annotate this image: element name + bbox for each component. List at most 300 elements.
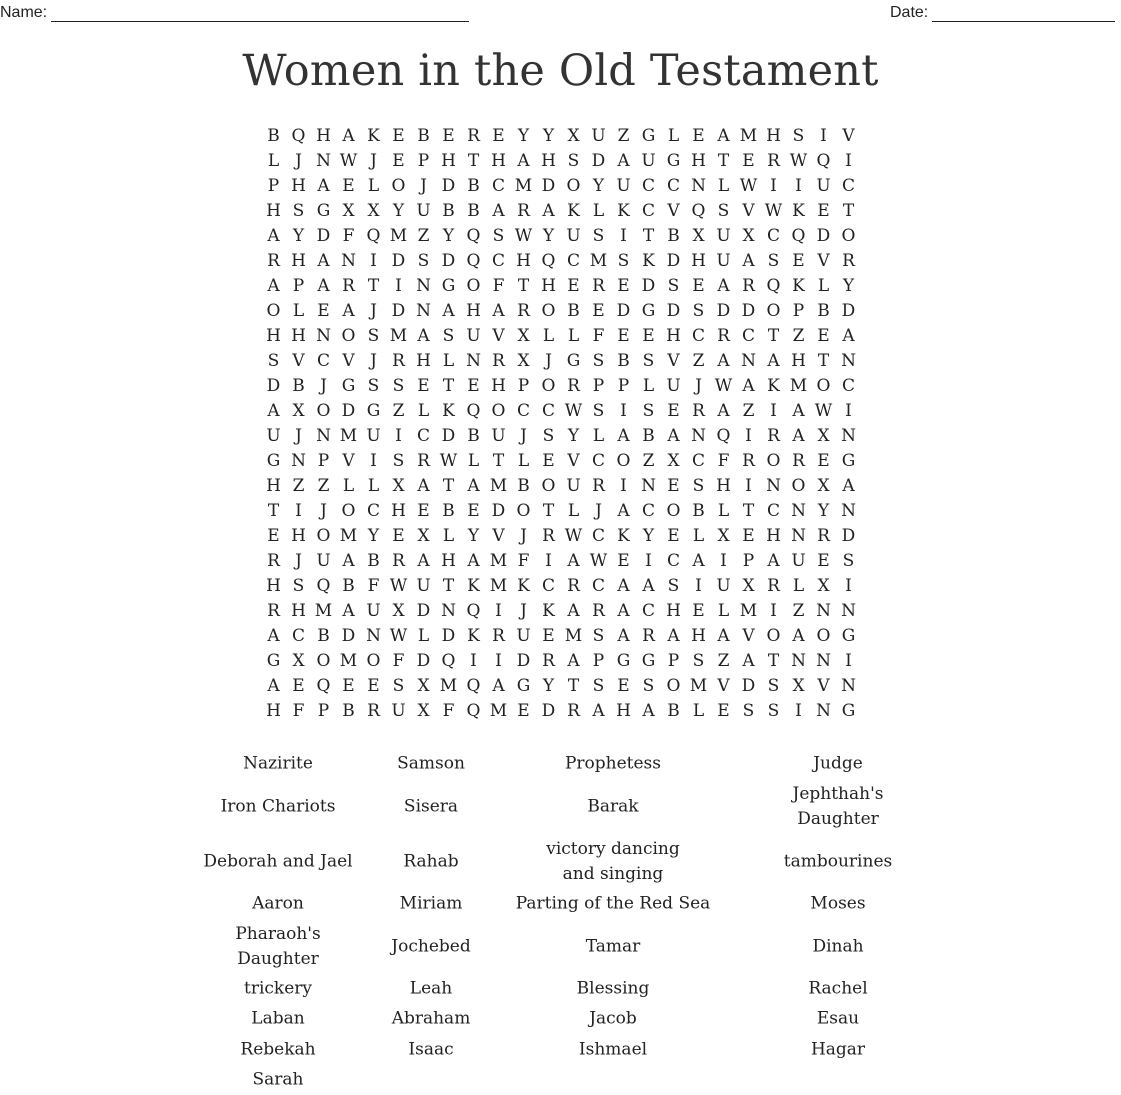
grid-letter: Z bbox=[617, 126, 630, 146]
grid-letter: D bbox=[541, 176, 556, 196]
grid-letter: D bbox=[741, 301, 756, 321]
grid-letter: P bbox=[617, 376, 630, 396]
grid-letter: Q bbox=[466, 226, 481, 246]
grid-letter: L bbox=[292, 301, 305, 321]
grid-letter: C bbox=[841, 176, 855, 196]
grid-letter: A bbox=[517, 151, 530, 171]
grid-letter: T bbox=[767, 326, 780, 346]
grid-letter: I bbox=[845, 401, 852, 421]
grid-letter: N bbox=[691, 176, 706, 196]
word-list-item: Jacob bbox=[589, 1008, 637, 1029]
grid-letter: M bbox=[739, 126, 758, 146]
grid-letter: T bbox=[642, 226, 655, 246]
word-list-item: tambourines bbox=[783, 851, 893, 872]
grid-letter: L bbox=[817, 276, 830, 296]
grid-letter: N bbox=[466, 351, 481, 371]
grid-letter: L bbox=[267, 151, 280, 171]
grid-letter: M bbox=[489, 576, 508, 596]
grid-letter: S bbox=[642, 351, 655, 371]
grid-letter: L bbox=[467, 451, 480, 471]
grid-letter: A bbox=[617, 151, 630, 171]
grid-letter: R bbox=[567, 576, 580, 596]
grid-letter: M bbox=[389, 326, 408, 346]
grid-letter: X bbox=[417, 676, 430, 696]
grid-letter: E bbox=[692, 126, 705, 146]
grid-letter: U bbox=[566, 476, 581, 496]
grid-letter: K bbox=[617, 526, 630, 546]
grid-letter: U bbox=[266, 426, 281, 446]
grid-letter: B bbox=[467, 426, 480, 446]
grid-letter: A bbox=[692, 551, 705, 571]
grid-letter: R bbox=[742, 276, 755, 296]
grid-letter: E bbox=[342, 676, 355, 696]
grid-letter: D bbox=[641, 276, 656, 296]
grid-letter: A bbox=[542, 201, 555, 221]
grid-letter: N bbox=[841, 426, 856, 446]
grid-letter: I bbox=[620, 226, 627, 246]
grid-letter: A bbox=[317, 176, 330, 196]
grid-letter: A bbox=[617, 501, 630, 521]
grid-letter: H bbox=[691, 251, 706, 271]
grid-letter: A bbox=[342, 551, 355, 571]
word-list-item: Deborah and Jael bbox=[203, 851, 353, 872]
grid-letter: J bbox=[370, 351, 377, 371]
grid-letter: E bbox=[817, 551, 830, 571]
grid-letter: W bbox=[389, 626, 408, 646]
grid-letter: Q bbox=[466, 401, 481, 421]
grid-letter: Y bbox=[542, 126, 555, 146]
grid-letter: M bbox=[489, 476, 508, 496]
page-title: Women in the Old Testament bbox=[242, 46, 879, 96]
grid-letter: C bbox=[541, 401, 555, 421]
grid-letter: E bbox=[392, 126, 405, 146]
grid-letter: N bbox=[841, 601, 856, 621]
grid-letter: A bbox=[442, 301, 455, 321]
grid-letter: W bbox=[714, 376, 733, 396]
grid-letter: N bbox=[341, 251, 356, 271]
grid-letter: Z bbox=[292, 476, 305, 496]
grid-letter: H bbox=[291, 176, 306, 196]
grid-letter: D bbox=[841, 526, 856, 546]
name-label: Name: bbox=[0, 4, 48, 21]
grid-letter: J bbox=[420, 176, 427, 196]
grid-letter: B bbox=[367, 551, 380, 571]
grid-letter: T bbox=[842, 201, 855, 221]
grid-letter: X bbox=[417, 526, 430, 546]
grid-letter: A bbox=[742, 376, 755, 396]
grid-letter: I bbox=[620, 476, 627, 496]
grid-letter: S bbox=[742, 701, 755, 721]
grid-letter: U bbox=[716, 226, 731, 246]
grid-letter: J bbox=[695, 376, 702, 396]
grid-letter: S bbox=[592, 626, 605, 646]
grid-letter: O bbox=[391, 176, 406, 196]
grid-letter: Z bbox=[392, 401, 405, 421]
grid-letter: Z bbox=[742, 401, 755, 421]
grid-letter: O bbox=[341, 326, 356, 346]
grid-letter: H bbox=[266, 326, 281, 346]
grid-letter: E bbox=[667, 476, 680, 496]
grid-letter: Q bbox=[791, 226, 806, 246]
grid-letter: D bbox=[391, 301, 406, 321]
grid-letter: W bbox=[439, 451, 458, 471]
grid-letter: M bbox=[489, 551, 508, 571]
grid-letter: A bbox=[267, 676, 280, 696]
grid-letter: S bbox=[592, 351, 605, 371]
grid-letter: E bbox=[642, 326, 655, 346]
grid-letter: I bbox=[770, 601, 777, 621]
grid-letter: T bbox=[492, 451, 505, 471]
grid-letter: X bbox=[792, 676, 805, 696]
grid-letter: A bbox=[617, 601, 630, 621]
grid-letter: E bbox=[467, 501, 480, 521]
grid-letter: A bbox=[642, 701, 655, 721]
grid-letter: C bbox=[416, 426, 430, 446]
grid-letter: R bbox=[367, 701, 380, 721]
grid-letter: R bbox=[267, 601, 280, 621]
grid-letter: E bbox=[542, 626, 555, 646]
grid-letter: A bbox=[642, 576, 655, 596]
grid-letter: L bbox=[792, 576, 805, 596]
grid-letter: A bbox=[492, 301, 505, 321]
grid-letter: V bbox=[342, 451, 355, 471]
grid-letter: I bbox=[845, 651, 852, 671]
grid-letter: I bbox=[545, 551, 552, 571]
grid-letter: E bbox=[617, 276, 630, 296]
grid-letter: S bbox=[367, 326, 380, 346]
grid-letter: O bbox=[541, 376, 556, 396]
grid-letter: E bbox=[417, 501, 430, 521]
grid-letter: C bbox=[591, 576, 605, 596]
grid-letter: J bbox=[370, 301, 377, 321]
grid-letter: C bbox=[666, 176, 680, 196]
grid-letter: U bbox=[641, 151, 656, 171]
grid-letter: Q bbox=[716, 426, 731, 446]
grid-letter: D bbox=[591, 151, 606, 171]
grid-letter: Q bbox=[691, 201, 706, 221]
grid-letter: U bbox=[416, 576, 431, 596]
grid-letter: A bbox=[317, 276, 330, 296]
grid-letter: S bbox=[667, 576, 680, 596]
grid-letter: X bbox=[367, 201, 380, 221]
grid-letter: N bbox=[316, 326, 331, 346]
word-list-item: Laban bbox=[251, 1008, 305, 1029]
grid-letter: R bbox=[342, 276, 355, 296]
word-list-item: Prophetess bbox=[564, 753, 662, 774]
grid-letter: B bbox=[342, 576, 355, 596]
grid-letter: O bbox=[491, 401, 506, 421]
grid-letter: S bbox=[367, 376, 380, 396]
grid-letter: H bbox=[791, 351, 806, 371]
grid-letter: T bbox=[717, 151, 730, 171]
word-list-item: Pharaoh's Daughter bbox=[235, 924, 321, 969]
grid-letter: T bbox=[267, 501, 280, 521]
grid-letter: N bbox=[416, 301, 431, 321]
grid-letter: C bbox=[766, 501, 780, 521]
grid-letter: M bbox=[339, 426, 358, 446]
grid-letter: A bbox=[467, 476, 480, 496]
grid-letter: N bbox=[741, 351, 756, 371]
grid-letter: V bbox=[567, 451, 580, 471]
grid-letter: D bbox=[266, 376, 281, 396]
grid-letter: M bbox=[514, 176, 533, 196]
grid-letter: L bbox=[417, 401, 430, 421]
grid-letter: T bbox=[442, 576, 455, 596]
grid-letter: G bbox=[841, 626, 856, 646]
grid-letter: F bbox=[342, 226, 355, 246]
grid-letter: O bbox=[541, 476, 556, 496]
word-list-item: Isaac bbox=[408, 1039, 454, 1060]
grid-letter: S bbox=[767, 676, 780, 696]
grid-letter: B bbox=[692, 501, 705, 521]
grid-letter: V bbox=[742, 626, 755, 646]
grid-letter: E bbox=[817, 326, 830, 346]
grid-letter: A bbox=[717, 626, 730, 646]
grid-letter: C bbox=[541, 576, 555, 596]
grid-letter: I bbox=[645, 551, 652, 571]
word-list-item: Rachel bbox=[808, 978, 868, 999]
grid-letter: J bbox=[520, 526, 527, 546]
grid-letter: D bbox=[816, 226, 831, 246]
word-list-item: Rahab bbox=[403, 851, 459, 872]
grid-letter: A bbox=[717, 351, 730, 371]
grid-letter: O bbox=[541, 301, 556, 321]
grid-letter: O bbox=[816, 626, 831, 646]
grid-letter: A bbox=[767, 551, 780, 571]
grid-letter: S bbox=[692, 301, 705, 321]
grid-letter: H bbox=[291, 526, 306, 546]
grid-letter: C bbox=[566, 251, 580, 271]
grid-letter: E bbox=[392, 526, 405, 546]
grid-letter: O bbox=[366, 651, 381, 671]
word-list-item: Dinah bbox=[812, 936, 864, 957]
grid-letter: B bbox=[467, 201, 480, 221]
grid-letter: E bbox=[542, 451, 555, 471]
grid-letter: S bbox=[617, 251, 630, 271]
grid-letter: N bbox=[841, 351, 856, 371]
word-list-item: trickery bbox=[243, 978, 313, 999]
grid-letter: S bbox=[717, 201, 730, 221]
grid-letter: D bbox=[541, 701, 556, 721]
grid-letter: I bbox=[370, 451, 377, 471]
grid-letter: Q bbox=[466, 601, 481, 621]
grid-letter: Z bbox=[792, 326, 805, 346]
grid-letter: K bbox=[467, 576, 480, 596]
grid-letter: R bbox=[817, 526, 830, 546]
word-list-item: Esau bbox=[816, 1008, 860, 1029]
grid-letter: F bbox=[517, 551, 530, 571]
word-list-item: Iron Chariots bbox=[220, 796, 336, 817]
word-list-item: Leah bbox=[409, 978, 453, 999]
grid-letter: H bbox=[291, 326, 306, 346]
grid-letter: W bbox=[589, 551, 608, 571]
grid-letter: L bbox=[417, 626, 430, 646]
grid-letter: I bbox=[495, 651, 502, 671]
grid-letter: R bbox=[592, 276, 605, 296]
grid-letter: Y bbox=[467, 526, 480, 546]
grid-letter: A bbox=[717, 276, 730, 296]
grid-letter: B bbox=[342, 701, 355, 721]
grid-letter: X bbox=[817, 576, 830, 596]
grid-letter: H bbox=[416, 351, 431, 371]
grid-letter: R bbox=[267, 551, 280, 571]
grid-letter: Y bbox=[842, 276, 855, 296]
grid-letter: S bbox=[642, 676, 655, 696]
grid-letter: S bbox=[567, 151, 580, 171]
grid-letter: R bbox=[492, 626, 505, 646]
grid-letter: I bbox=[395, 426, 402, 446]
grid-letter: G bbox=[841, 451, 856, 471]
grid-letter: M bbox=[339, 526, 358, 546]
grid-letter: N bbox=[791, 651, 806, 671]
grid-letter: C bbox=[841, 376, 855, 396]
grid-letter: D bbox=[391, 251, 406, 271]
grid-letter: A bbox=[417, 476, 430, 496]
grid-letter: J bbox=[520, 426, 527, 446]
grid-letter: C bbox=[591, 451, 605, 471]
grid-letter: C bbox=[491, 176, 505, 196]
grid-letter: J bbox=[320, 376, 327, 396]
grid-letter: I bbox=[695, 576, 702, 596]
grid-letter: S bbox=[767, 701, 780, 721]
grid-letter: A bbox=[842, 476, 855, 496]
grid-letter: R bbox=[392, 351, 405, 371]
word-list-item: Moses bbox=[810, 893, 866, 914]
grid-letter: O bbox=[316, 526, 331, 546]
grid-letter: V bbox=[342, 351, 355, 371]
grid-letter: K bbox=[642, 251, 655, 271]
word-list-item: Parting of the Red Sea bbox=[515, 893, 711, 914]
grid-letter: S bbox=[642, 401, 655, 421]
grid-letter: H bbox=[391, 501, 406, 521]
grid-letter: H bbox=[291, 601, 306, 621]
grid-letter: O bbox=[841, 226, 856, 246]
grid-letter: F bbox=[592, 326, 605, 346]
grid-letter: T bbox=[742, 501, 755, 521]
grid-letter: G bbox=[266, 651, 281, 671]
grid-letter: D bbox=[316, 226, 331, 246]
grid-letter: A bbox=[592, 701, 605, 721]
grid-letter: W bbox=[389, 576, 408, 596]
grid-letter: E bbox=[742, 526, 755, 546]
grid-letter: H bbox=[716, 476, 731, 496]
grid-letter: Y bbox=[292, 226, 305, 246]
grid-letter: U bbox=[491, 426, 506, 446]
grid-letter: X bbox=[667, 451, 680, 471]
grid-letter: E bbox=[667, 401, 680, 421]
grid-letter: M bbox=[489, 701, 508, 721]
grid-letter: S bbox=[792, 126, 805, 146]
grid-letter: A bbox=[742, 651, 755, 671]
grid-letter: O bbox=[791, 476, 806, 496]
grid-letter: D bbox=[441, 426, 456, 446]
grid-letter: N bbox=[291, 451, 306, 471]
grid-letter: J bbox=[545, 351, 552, 371]
word-list-item: Nazirite bbox=[243, 753, 313, 774]
grid-letter: R bbox=[492, 351, 505, 371]
grid-letter: V bbox=[742, 201, 755, 221]
grid-letter: Y bbox=[592, 176, 605, 196]
grid-letter: S bbox=[592, 226, 605, 246]
grid-letter: D bbox=[416, 651, 431, 671]
grid-letter: Q bbox=[766, 276, 781, 296]
grid-letter: S bbox=[392, 451, 405, 471]
grid-letter: R bbox=[842, 251, 855, 271]
grid-letter: S bbox=[542, 426, 555, 446]
grid-letter: Q bbox=[441, 651, 456, 671]
grid-letter: Z bbox=[717, 651, 730, 671]
grid-letter: E bbox=[792, 251, 805, 271]
grid-letter: R bbox=[567, 701, 580, 721]
grid-letter: O bbox=[341, 501, 356, 521]
word-list-item: Barak bbox=[587, 796, 639, 817]
grid-letter: G bbox=[266, 451, 281, 471]
grid-letter: C bbox=[591, 526, 605, 546]
grid-letter: U bbox=[366, 426, 381, 446]
grid-letter: O bbox=[666, 501, 681, 521]
grid-letter: C bbox=[516, 401, 530, 421]
grid-letter: Q bbox=[541, 251, 556, 271]
grid-letter: B bbox=[467, 176, 480, 196]
grid-letter: E bbox=[317, 301, 330, 321]
grid-letter: I bbox=[795, 176, 802, 196]
grid-letter: H bbox=[316, 126, 331, 146]
grid-letter: A bbox=[792, 401, 805, 421]
grid-letter: S bbox=[392, 676, 405, 696]
grid-letter: G bbox=[841, 701, 856, 721]
grid-letter: P bbox=[417, 151, 430, 171]
grid-letter: K bbox=[517, 576, 530, 596]
grid-letter: I bbox=[620, 401, 627, 421]
grid-letter: E bbox=[267, 526, 280, 546]
word-list-item: Sarah bbox=[252, 1069, 304, 1090]
grid-letter: P bbox=[317, 701, 330, 721]
grid-letter: L bbox=[567, 326, 580, 346]
grid-letter: T bbox=[467, 151, 480, 171]
grid-letter: E bbox=[667, 526, 680, 546]
grid-letter: V bbox=[842, 126, 855, 146]
grid-letter: P bbox=[792, 301, 805, 321]
grid-letter: I bbox=[395, 276, 402, 296]
grid-letter: N bbox=[816, 601, 831, 621]
grid-letter: L bbox=[717, 176, 730, 196]
grid-letter: C bbox=[691, 326, 705, 346]
grid-letter: J bbox=[320, 501, 327, 521]
grid-letter: N bbox=[816, 701, 831, 721]
grid-letter: A bbox=[617, 426, 630, 446]
grid-letter: D bbox=[616, 301, 631, 321]
grid-letter: O bbox=[316, 651, 331, 671]
grid-letter: E bbox=[817, 201, 830, 221]
grid-letter: L bbox=[367, 476, 380, 496]
grid-letter: M bbox=[439, 676, 458, 696]
grid-letter: Z bbox=[642, 451, 655, 471]
grid-letter: V bbox=[817, 251, 830, 271]
grid-letter: F bbox=[292, 701, 305, 721]
grid-letter: X bbox=[517, 326, 530, 346]
grid-letter: C bbox=[366, 501, 380, 521]
grid-letter: T bbox=[542, 501, 555, 521]
grid-letter: G bbox=[441, 276, 456, 296]
grid-letter: A bbox=[767, 351, 780, 371]
grid-letter: O bbox=[516, 501, 531, 521]
grid-letter: H bbox=[666, 326, 681, 346]
grid-letter: N bbox=[316, 151, 331, 171]
grid-letter: B bbox=[267, 126, 280, 146]
grid-letter: U bbox=[666, 376, 681, 396]
grid-letter: P bbox=[517, 376, 530, 396]
grid-letter: A bbox=[617, 626, 630, 646]
